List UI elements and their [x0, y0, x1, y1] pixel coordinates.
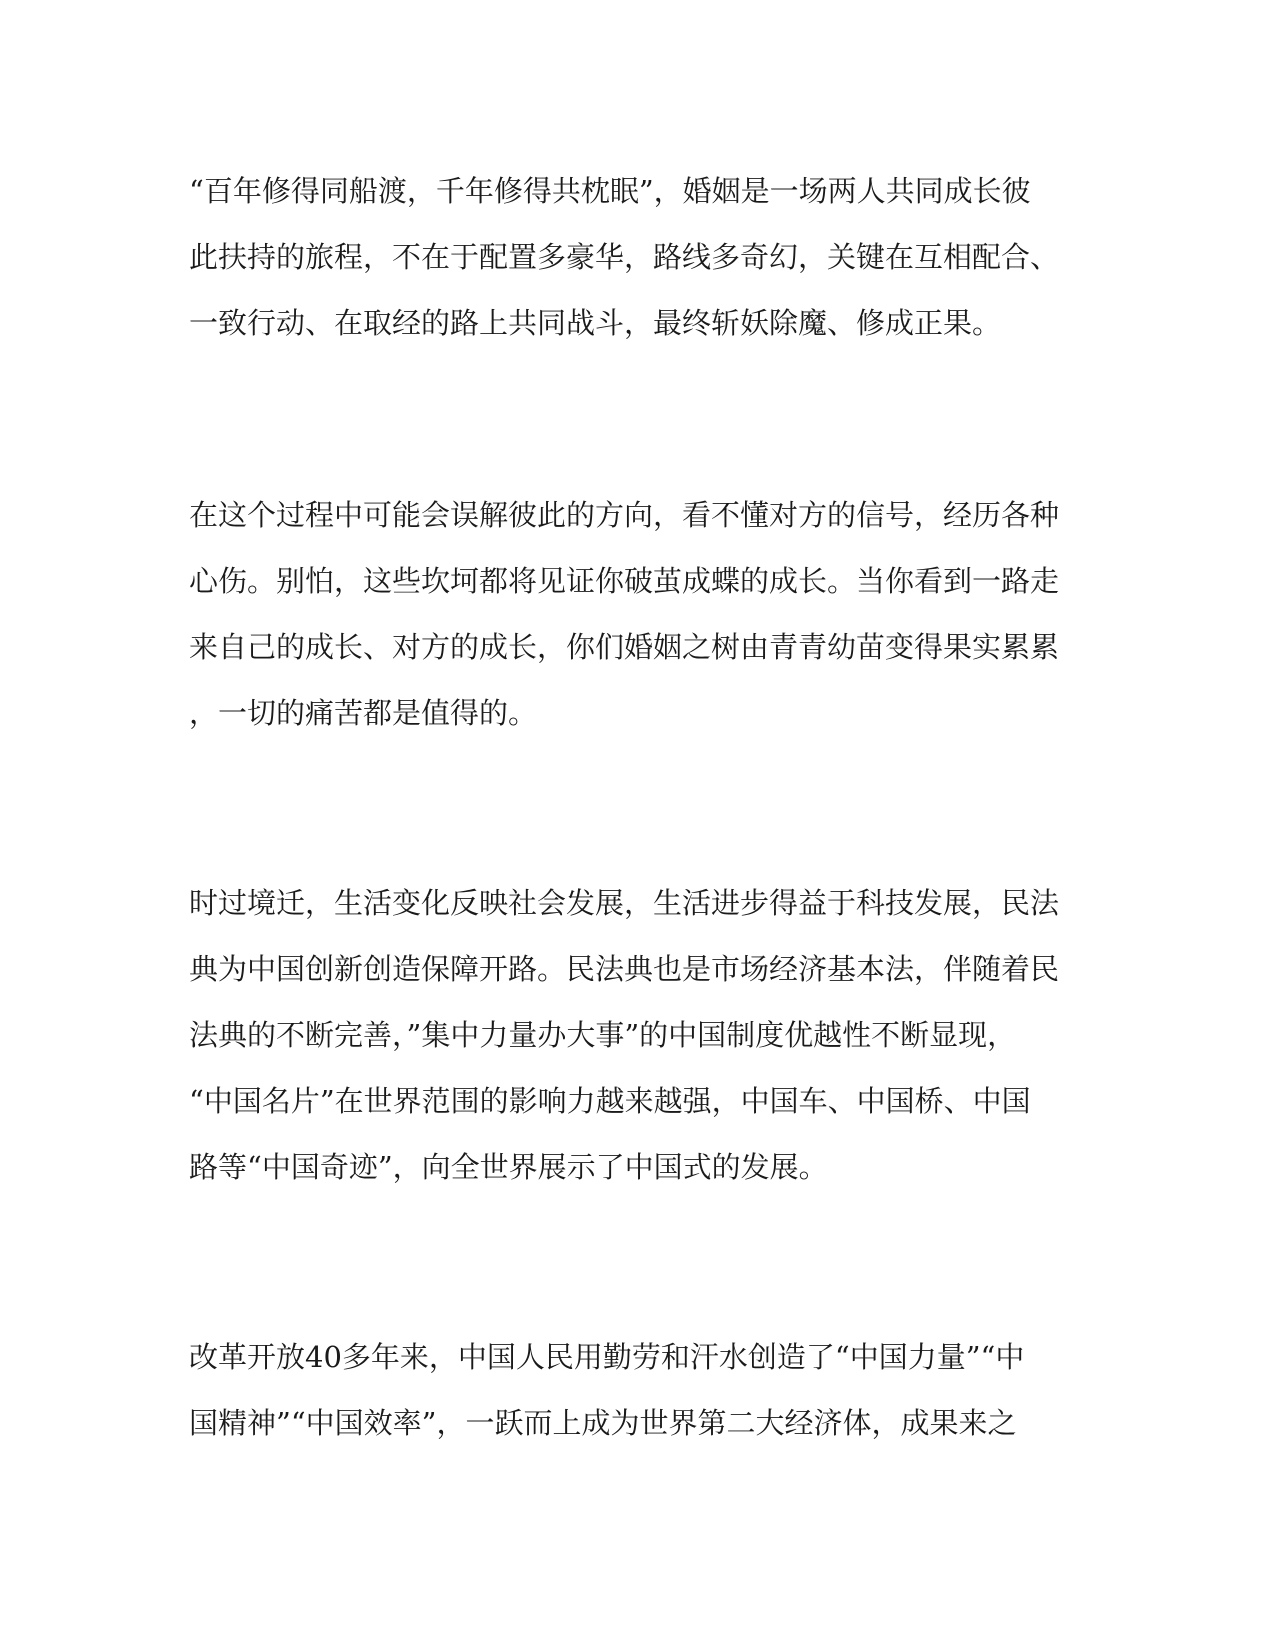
text-line: 法典的不断完善，”集中力量办大事”的中国制度优越性不断显现，	[189, 1018, 1017, 1052]
paragraph-civil-code	[189, 870, 1069, 1200]
text-line: 一致行动、在取经的路上共同战斗，最终斩妖除魔、修成正果。	[189, 306, 1002, 340]
text-line: 国精神”“中国效率”，一跃而上成为世界第二大经济体，成果来之	[189, 1406, 1017, 1440]
text-line: 心伤。别怕，这些坎坷都将见证你破茧成蝶的成长。当你看到一路走	[189, 564, 1060, 598]
text-line: 路等“中国奇迹”，向全世界展示了中国式的发展。	[189, 1150, 828, 1184]
text-line: 时过境迁，生活变化反映社会发展，生活进步得益于科技发展，民法	[189, 886, 1060, 920]
paragraph-reform-opening	[189, 1324, 1069, 1456]
paragraph-marriage-journey	[189, 158, 1069, 356]
text-line: 此扶持的旅程，不在于配置多豪华，路线多奇幻，关键在互相配合、	[189, 240, 1060, 274]
text-line: ，一切的痛苦都是值得的。	[189, 696, 538, 730]
text-line: 改革开放40多年来，中国人民用勤劳和汗水创造了“中国力量”“中	[189, 1340, 1025, 1374]
text-line: “百年修得同船渡，千年修得共枕眠”，婚姻是一场两人共同成长彼	[189, 174, 1031, 208]
text-line: 典为中国创新创造保障开路。民法典也是市场经济基本法，伴随着民	[189, 952, 1060, 986]
text-line: 来自己的成长、对方的成长，你们婚姻之树由青青幼苗变得果实累累	[189, 630, 1060, 664]
paragraph-growth	[189, 482, 1069, 746]
text-line: “中国名片”在世界范围的影响力越来越强，中国车、中国桥、中国	[189, 1084, 1031, 1118]
text-line: 在这个过程中可能会误解彼此的方向，看不懂对方的信号，经历各种	[189, 498, 1060, 532]
